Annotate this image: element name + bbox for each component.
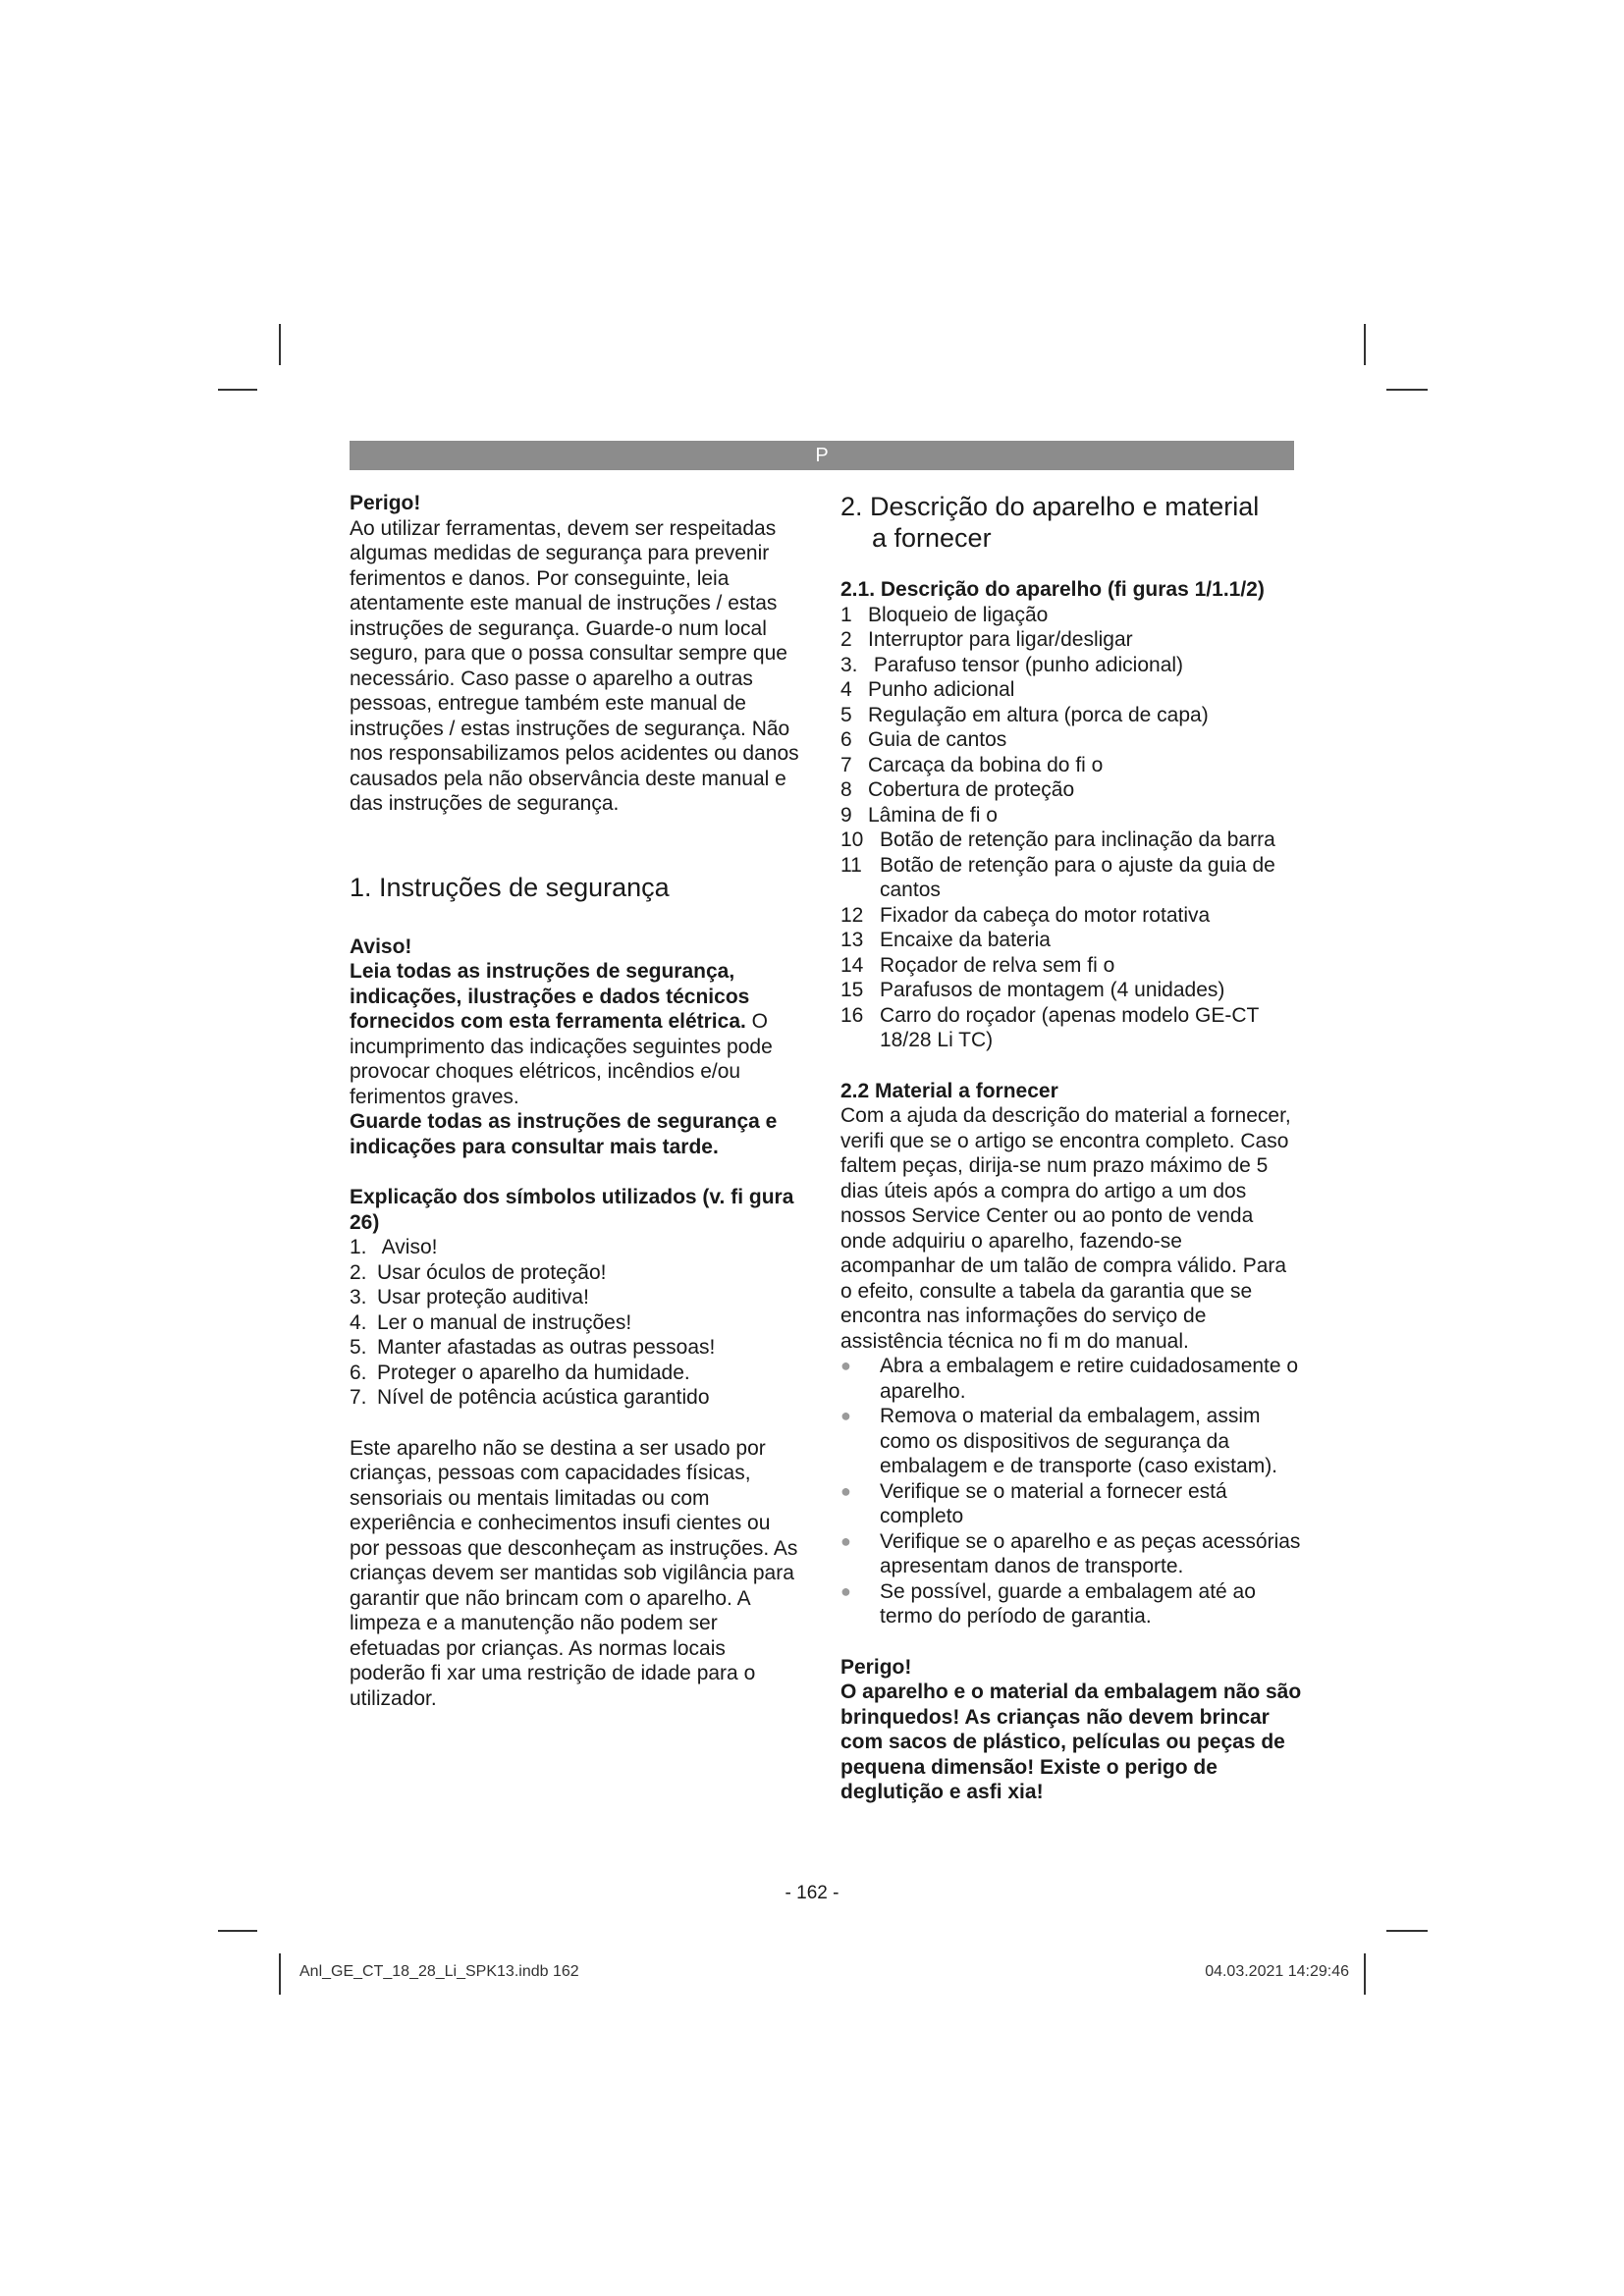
crop-mark bbox=[1364, 1953, 1366, 1995]
list-item: 10 Botão de retenção para inclinação da barra bbox=[840, 828, 1275, 851]
language-code: P bbox=[815, 445, 829, 466]
subsection-2-1-heading: 2.1. Descrição do aparelho (fi guras 1/1.1/2) bbox=[840, 578, 1265, 601]
list-item: ● Verifique se o material a fornecer está completo bbox=[840, 1479, 1227, 1527]
list-item: 5. Manter afastadas as outras pessoas! bbox=[350, 1336, 716, 1359]
language-header-bar bbox=[350, 441, 1294, 470]
list-item: 14 Roçador de relva sem fi o bbox=[840, 953, 1115, 977]
parts-list-continued bbox=[840, 828, 1302, 1053]
right-column bbox=[840, 491, 1302, 1805]
subsection-2-2-heading: 2.2 Material a fornecer bbox=[840, 1079, 1058, 1102]
list-item: 16 Carro do roçador (apenas modelo GE-CT 18/28 Li TC) bbox=[840, 1003, 1259, 1051]
bullet-icon: ● bbox=[840, 1480, 851, 1501]
list-item: 7. Nível de potência acústica garantido bbox=[350, 1386, 710, 1409]
danger-2-paragraph: O aparelho e o material da embalagem não são brinquedos! As crianças não devem brincar com sacos de plástico, películas ou peças de pequena dimensão! Existe o perigo de deglutição e asfi xia! bbox=[840, 1681, 1302, 1803]
supply-checklist bbox=[840, 1354, 1302, 1629]
footer-file-info: Anl_GE_CT_18_28_Li_SPK13.indb 162 bbox=[299, 1963, 579, 1980]
crop-mark bbox=[218, 389, 257, 391]
warning-text: O incumprimento das indicações seguintes pode provocar choques elétricos, incêndios e/ou ferimentos graves. bbox=[350, 1010, 773, 1108]
page-number: - 162 - bbox=[785, 1883, 839, 1903]
list-item: ● Remova o material da embalagem, assim como os dispositivos de segurança da embalagem e de transporte (caso existam). bbox=[840, 1405, 1278, 1477]
list-item: 6. Proteger o aparelho da humidade. bbox=[350, 1361, 690, 1384]
list-item: 7 Carcaça da bobina do fi o bbox=[840, 753, 1104, 776]
left-column bbox=[350, 491, 801, 1711]
list-item: 8 Cobertura de proteção bbox=[840, 778, 1075, 801]
keep-instructions-text: Guarde todas as instruções de segurança e indicações para consultar mais tarde. bbox=[350, 1110, 778, 1158]
footer-date-time: 04.03.2021 14:29:46 bbox=[1205, 1963, 1349, 1980]
symbols-heading: Explicação dos símbolos utilizados (v. fi gura 26) bbox=[350, 1186, 794, 1234]
list-item: 2 Interruptor para ligar/desligar bbox=[840, 628, 1133, 651]
bullet-icon: ● bbox=[840, 1530, 851, 1551]
bullet-icon: ● bbox=[840, 1406, 851, 1425]
bullet-icon: ● bbox=[840, 1356, 851, 1375]
parts-list bbox=[840, 603, 1302, 828]
list-item: 6 Guia de cantos bbox=[840, 728, 1007, 751]
list-item: 5 Regulação em altura (porca de capa) bbox=[840, 703, 1209, 726]
warning-title: Aviso! bbox=[350, 934, 412, 958]
danger-title: Perigo! bbox=[350, 492, 421, 514]
section-2-heading: 2. Descrição do aparelho e material a fornecer bbox=[840, 492, 1260, 553]
list-item: 2. Usar óculos de proteção! bbox=[350, 1260, 607, 1284]
list-item: 9 Lâmina de fi o bbox=[840, 803, 998, 827]
danger-paragraph: Ao utilizar ferramentas, devem ser respeitadas algumas medidas de segurança para prevenir ferimentos e danos. Por conseguinte, leia atentamente este manual de instruções / estas instruções de segurança. Guarde-o num local seguro, para que o possa consultar sempre que necessário. Caso passe o aparelho a outras pessoas, entregue também este manual de instruções / estas instruções de segurança. Não nos responsabilizamos pelos acidentes ou danos causados pela não observância deste manual e das instruções de segurança. bbox=[350, 516, 799, 815]
list-item: 1 Bloqueio de ligação bbox=[840, 603, 1049, 626]
crop-mark bbox=[1386, 1930, 1428, 1932]
list-item: ● Verifique se o aparelho e as peças acessórias apresentam danos de transporte. bbox=[840, 1529, 1301, 1577]
list-item: ● Abra a embalagem e retire cuidadosamente o aparelho. bbox=[840, 1355, 1299, 1403]
crop-mark bbox=[279, 1953, 281, 1995]
list-item: 1. Aviso! bbox=[350, 1236, 438, 1258]
list-item: 4 Punho adicional bbox=[840, 678, 1015, 701]
crop-mark bbox=[279, 324, 281, 365]
list-item: 4. Ler o manual de instruções! bbox=[350, 1310, 632, 1334]
warning-paragraph bbox=[350, 959, 801, 1109]
section-1-heading: 1. Instruções de segurança bbox=[350, 872, 670, 902]
crop-mark bbox=[1386, 389, 1428, 391]
bullet-icon: ● bbox=[840, 1580, 851, 1601]
supply-paragraph: Com a ajuda da descrição do material a fornecer, verifi que se o artigo se encontra completo. Caso faltem peças, dirija-se num prazo máximo de 5 dias úteis após a compra do artigo a um dos nossos Service Center ou ao ponto de venda onde adquiriu o aparelho, fazendo-se acompanhar de um talão de compra válido. Para o efeito, consulte a tabela da garantia que se encontra nas informações do serviço de assistência técnica no fi m do manual. bbox=[840, 1104, 1291, 1353]
children-paragraph: Este aparelho não se destina a ser usado por crianças, pessoas com capacidades físicas, sensoriais ou mentais limitadas ou com experiência e conhecimentos insufi cientes ou por pessoas que desconheçam as instruções. As crianças devem ser mantidas sob vigilância para garantir que não brincam com o aparelho. A limpeza e a manutenção não podem ser efetuadas por crianças. As normas locais poderão fi xar uma restrição de idade para o utilizador. bbox=[350, 1436, 798, 1710]
danger-2-title: Perigo! bbox=[840, 1655, 912, 1679]
list-item: 13 Encaixe da bateria bbox=[840, 929, 1051, 951]
list-item: 3. Usar proteção auditiva! bbox=[350, 1286, 589, 1308]
list-item: 3. Parafuso tensor (punho adicional) bbox=[840, 653, 1184, 676]
list-item: 12 Fixador da cabeça do motor rotativa bbox=[840, 903, 1211, 927]
list-item: 11 Botão de retenção para o ajuste da guia de cantos bbox=[840, 853, 1275, 901]
warning-bold-text: Leia todas as instruções de segurança, indicações, ilustrações e dados técnicos fornecidos com esta ferramenta elétrica. bbox=[350, 960, 750, 1033]
list-item: ● Se possível, guarde a embalagem até ao termo do período de garantia. bbox=[840, 1579, 1256, 1628]
crop-mark bbox=[218, 1930, 257, 1932]
symbols-list bbox=[350, 1235, 801, 1411]
list-item: 15 Parafusos de montagem (4 unidades) bbox=[840, 979, 1225, 1001]
crop-mark bbox=[1364, 324, 1366, 365]
